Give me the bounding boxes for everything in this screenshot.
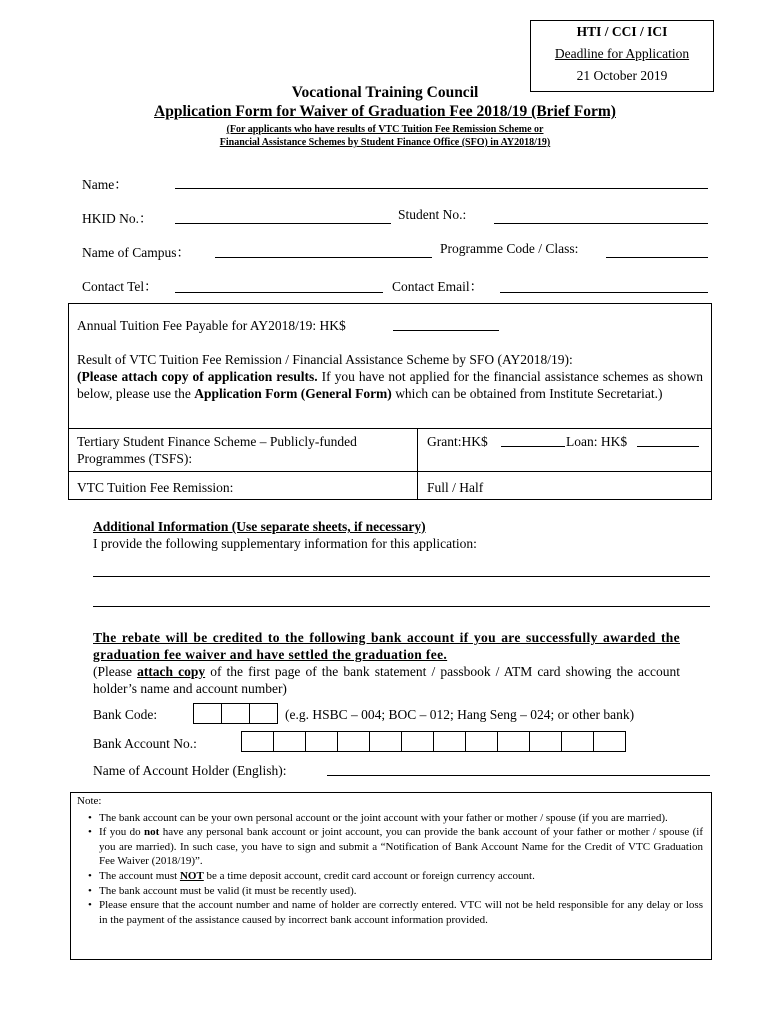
bank-code-box[interactable]: [193, 703, 222, 724]
email-label: Contact Email：: [392, 279, 484, 294]
account-digit-box[interactable]: [241, 731, 274, 752]
result-line: Result of VTC Tuition Fee Remission / Financial Assistance Scheme by SFO (AY2018/19):: [77, 352, 573, 367]
subtitle-line2: Financial Assistance Schemes by Student Finance Office (SFO) in AY2018/19): [219, 137, 551, 148]
note-item: • Please ensure that the account number and name of holder are correctly entered. VTC will not be held responsible for any delay or loss in the payment of the assistance caused by incorrect bank account information provided.: [99, 898, 703, 927]
note-item: • The bank account can be your own personal account or the joint account with your father or mother / spouse (if you are married).: [99, 811, 703, 826]
programme-label: Programme Code / Class:: [440, 241, 579, 256]
note-item: • The bank account must be valid (it must be recently used).: [99, 884, 703, 899]
note-item: [99, 825, 703, 869]
note-item2-pre: If you do: [99, 826, 141, 839]
account-digit-box[interactable]: [337, 731, 370, 752]
tel-field[interactable]: [175, 292, 383, 293]
note-box: [70, 792, 712, 960]
account-digit-box[interactable]: [401, 731, 434, 752]
deadline-label: Deadline for Application: [554, 46, 690, 61]
bank-note-attach: attach copy: [137, 664, 206, 679]
account-digit-box[interactable]: [305, 731, 338, 752]
student-no-field[interactable]: [494, 223, 708, 224]
account-no-label: Bank Account No.:: [93, 736, 197, 751]
programme-field[interactable]: [606, 257, 708, 258]
note-item3-pre: The account must: [99, 869, 178, 882]
deadline-date: 21 October 2019: [576, 68, 668, 83]
name-label: Name：: [82, 177, 128, 192]
subtitle-line1: (For applicants who have results of VTC Tuition Fee Remission Scheme or: [226, 124, 544, 135]
additional-heading: Additional Information (Use separate sheets, if necessary): [93, 519, 426, 534]
account-digit-box[interactable]: [465, 731, 498, 752]
account-digit-box[interactable]: [273, 731, 306, 752]
note-item2-post: have any personal bank account or joint account, you can provide the bank account of your father or mother / spouse (if you are married). In such case, you have to sign and submit a “Notification of Bank Account Name for the Credit of VTC Graduation Fee Waiver (2018/19)”.: [99, 826, 704, 868]
fee-result-box: [68, 303, 712, 500]
remission-choice[interactable]: Full / Half: [427, 480, 484, 495]
deadline-box: [530, 20, 714, 92]
account-no-boxes[interactable]: [241, 731, 626, 752]
bank-code-label: Bank Code:: [93, 707, 158, 722]
bank-code-example: (e.g. HSBC – 004; BOC – 012; Hang Seng – 024; or other bank): [285, 707, 635, 722]
additional-line-2[interactable]: [93, 606, 710, 607]
obtain-rest-text: which can be obtained from Institute Secretariat.): [395, 386, 663, 401]
attach-results-note: (Please attach copy of application results.: [77, 369, 318, 384]
note-item3-post: be a time deposit account, credit card account or foreign currency account.: [206, 869, 535, 882]
account-digit-box[interactable]: [593, 731, 626, 752]
additional-line-1[interactable]: [93, 576, 710, 577]
name-field[interactable]: [175, 188, 708, 189]
tsfs-grant-label: Grant:HK$: [427, 434, 488, 449]
bank-code-box[interactable]: [221, 703, 250, 724]
account-digit-box[interactable]: [369, 731, 402, 752]
bank-heading: The rebate will be credited to the following bank account if you are successfully awarded the graduation fee waiver and have settled the graduation fee.: [93, 630, 680, 662]
holder-field[interactable]: [327, 775, 710, 776]
note-item3-not: NOT: [179, 869, 204, 882]
holder-label: Name of Account Holder (English):: [93, 763, 287, 778]
tsfs-loan-label: Loan: HK$: [566, 434, 628, 449]
bank-note-pre: (Please: [93, 664, 132, 679]
student-no-label: Student No.:: [398, 207, 467, 222]
note-title: Note:: [77, 795, 102, 807]
email-field[interactable]: [500, 292, 708, 293]
general-form-name: Application Form (General Form): [194, 386, 392, 401]
tsfs-grant-field[interactable]: [501, 446, 565, 447]
note-item2-not: not: [144, 826, 160, 839]
tel-label: Contact Tel：: [82, 279, 158, 294]
account-digit-box[interactable]: [529, 731, 562, 752]
account-digit-box[interactable]: [497, 731, 530, 752]
account-digit-box[interactable]: [561, 731, 594, 752]
hkid-field[interactable]: [175, 223, 391, 224]
additional-text: I provide the following supplementary information for this application:: [93, 536, 477, 551]
note-item: [99, 869, 703, 884]
bank-code-boxes[interactable]: [193, 703, 278, 724]
remission-label: VTC Tuition Fee Remission:: [77, 480, 234, 495]
attach-rest-text: If you have not applied for the financial assistance schemes as shown below, please use the: [77, 369, 703, 401]
hkid-label: HKID No.：: [82, 211, 153, 226]
campus-field[interactable]: [215, 257, 432, 258]
bank-note-post: of the first page of the bank statement / passbook / ATM card showing the account holder’s name and account number): [93, 664, 680, 696]
annual-fee-field[interactable]: [393, 330, 499, 331]
tsfs-loan-field[interactable]: [637, 446, 699, 447]
campus-label: Name of Campus：: [82, 245, 190, 260]
tsfs-label: Tertiary Student Finance Scheme – Publicly-funded Programmes (TSFS):: [77, 434, 357, 466]
form-title: Application Form for Waiver of Graduation Fee 2018/19 (Brief Form): [154, 103, 616, 120]
org-title: Vocational Training Council: [291, 84, 479, 101]
bank-code-box[interactable]: [249, 703, 278, 724]
institute-codes: HTI / CCI / ICI: [576, 24, 668, 39]
annual-fee-label: Annual Tuition Fee Payable for AY2018/19: HK$: [77, 318, 346, 333]
account-digit-box[interactable]: [433, 731, 466, 752]
